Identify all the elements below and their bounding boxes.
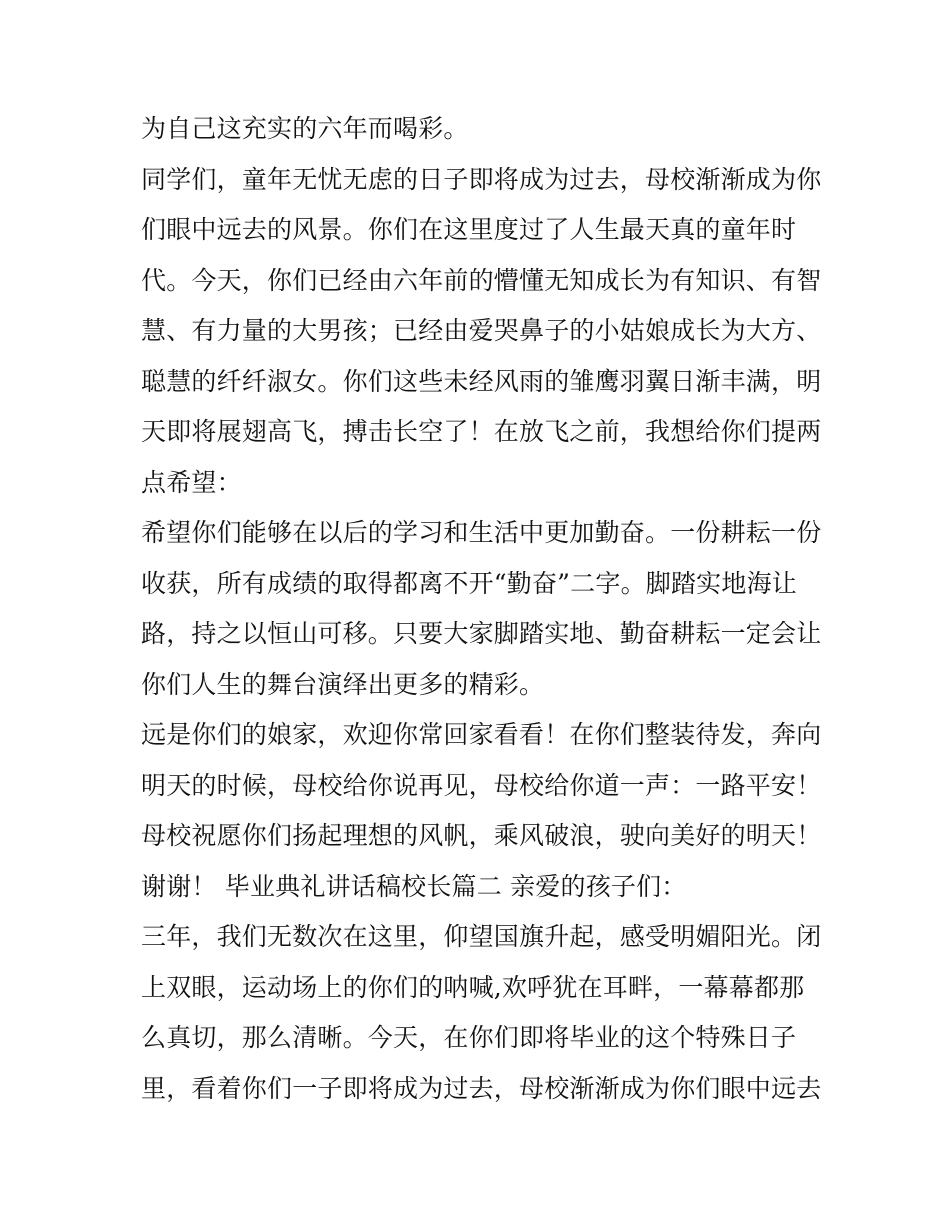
text-line: 谢谢！ 毕业典礼讲话稿校长篇二 亲爱的孩子们： xyxy=(141,871,687,901)
text-line: 里，看着你们一子即将成为过去，母校渐渐成为你们眼中远去 xyxy=(141,1073,822,1103)
body-text xyxy=(141,104,821,1114)
text-line: 同学们，童年无忧无虑的日子即将成为过去，母校渐渐成为你 xyxy=(141,164,822,194)
text-line: 上双眼，运动场上的你们的呐喊,欢呼犹在耳畔，一幕幕都那 xyxy=(141,972,805,1002)
text-line: 明天的时候，母校给你说再见，母校给你道一声：一路平安！ xyxy=(141,770,822,800)
text-line: 点希望： xyxy=(141,467,242,497)
text-line: 远是你们的娘家，欢迎你常回家看看！在你们整装待发，奔向 xyxy=(141,720,822,749)
text-line: 天即将展翅高飞，搏击长空了！在放飞之前，我想给你们提两 xyxy=(141,417,822,446)
text-line: 们眼中远去的风景。你们在这里度过了人生最天真的童年时 xyxy=(141,215,797,244)
text-line: 为自己这充实的六年而喝彩。 xyxy=(141,114,469,143)
text-line: 慧、有力量的大男孩；已经由爱哭鼻子的小姑娘成长为大方、 xyxy=(141,316,822,345)
text-line: 代。今天，你们已经由六年前的懵懂无知成长为有知识、有智 xyxy=(141,265,822,295)
text-line: 三年，我们无数次在这里，仰望国旗升起，感受明媚阳光。闭 xyxy=(141,922,822,951)
text-line: 收获，所有成绩的取得都离不开“勤奋”二字。脚踏实地海让 xyxy=(141,568,797,598)
text-line: 么真切，那么清晰。今天，在你们即将毕业的这个特殊日子 xyxy=(141,1023,797,1052)
text-line: 路，持之以恒山可移。只要大家脚踏实地、勤奋耕耘一定会让 xyxy=(141,619,822,648)
text-line: 聪慧的纤纤淑女。你们这些未经风雨的雏鹰羽翼日渐丰满，明 xyxy=(141,366,822,396)
text-line: 母校祝愿你们扬起理想的风帆，乘风破浪，驶向美好的明天！ xyxy=(141,821,822,850)
text-line: 希望你们能够在以后的学习和生活中更加勤奋。一份耕耘一份 xyxy=(141,518,822,547)
text-line: 你们人生的舞台演绎出更多的精彩。 xyxy=(141,669,545,699)
